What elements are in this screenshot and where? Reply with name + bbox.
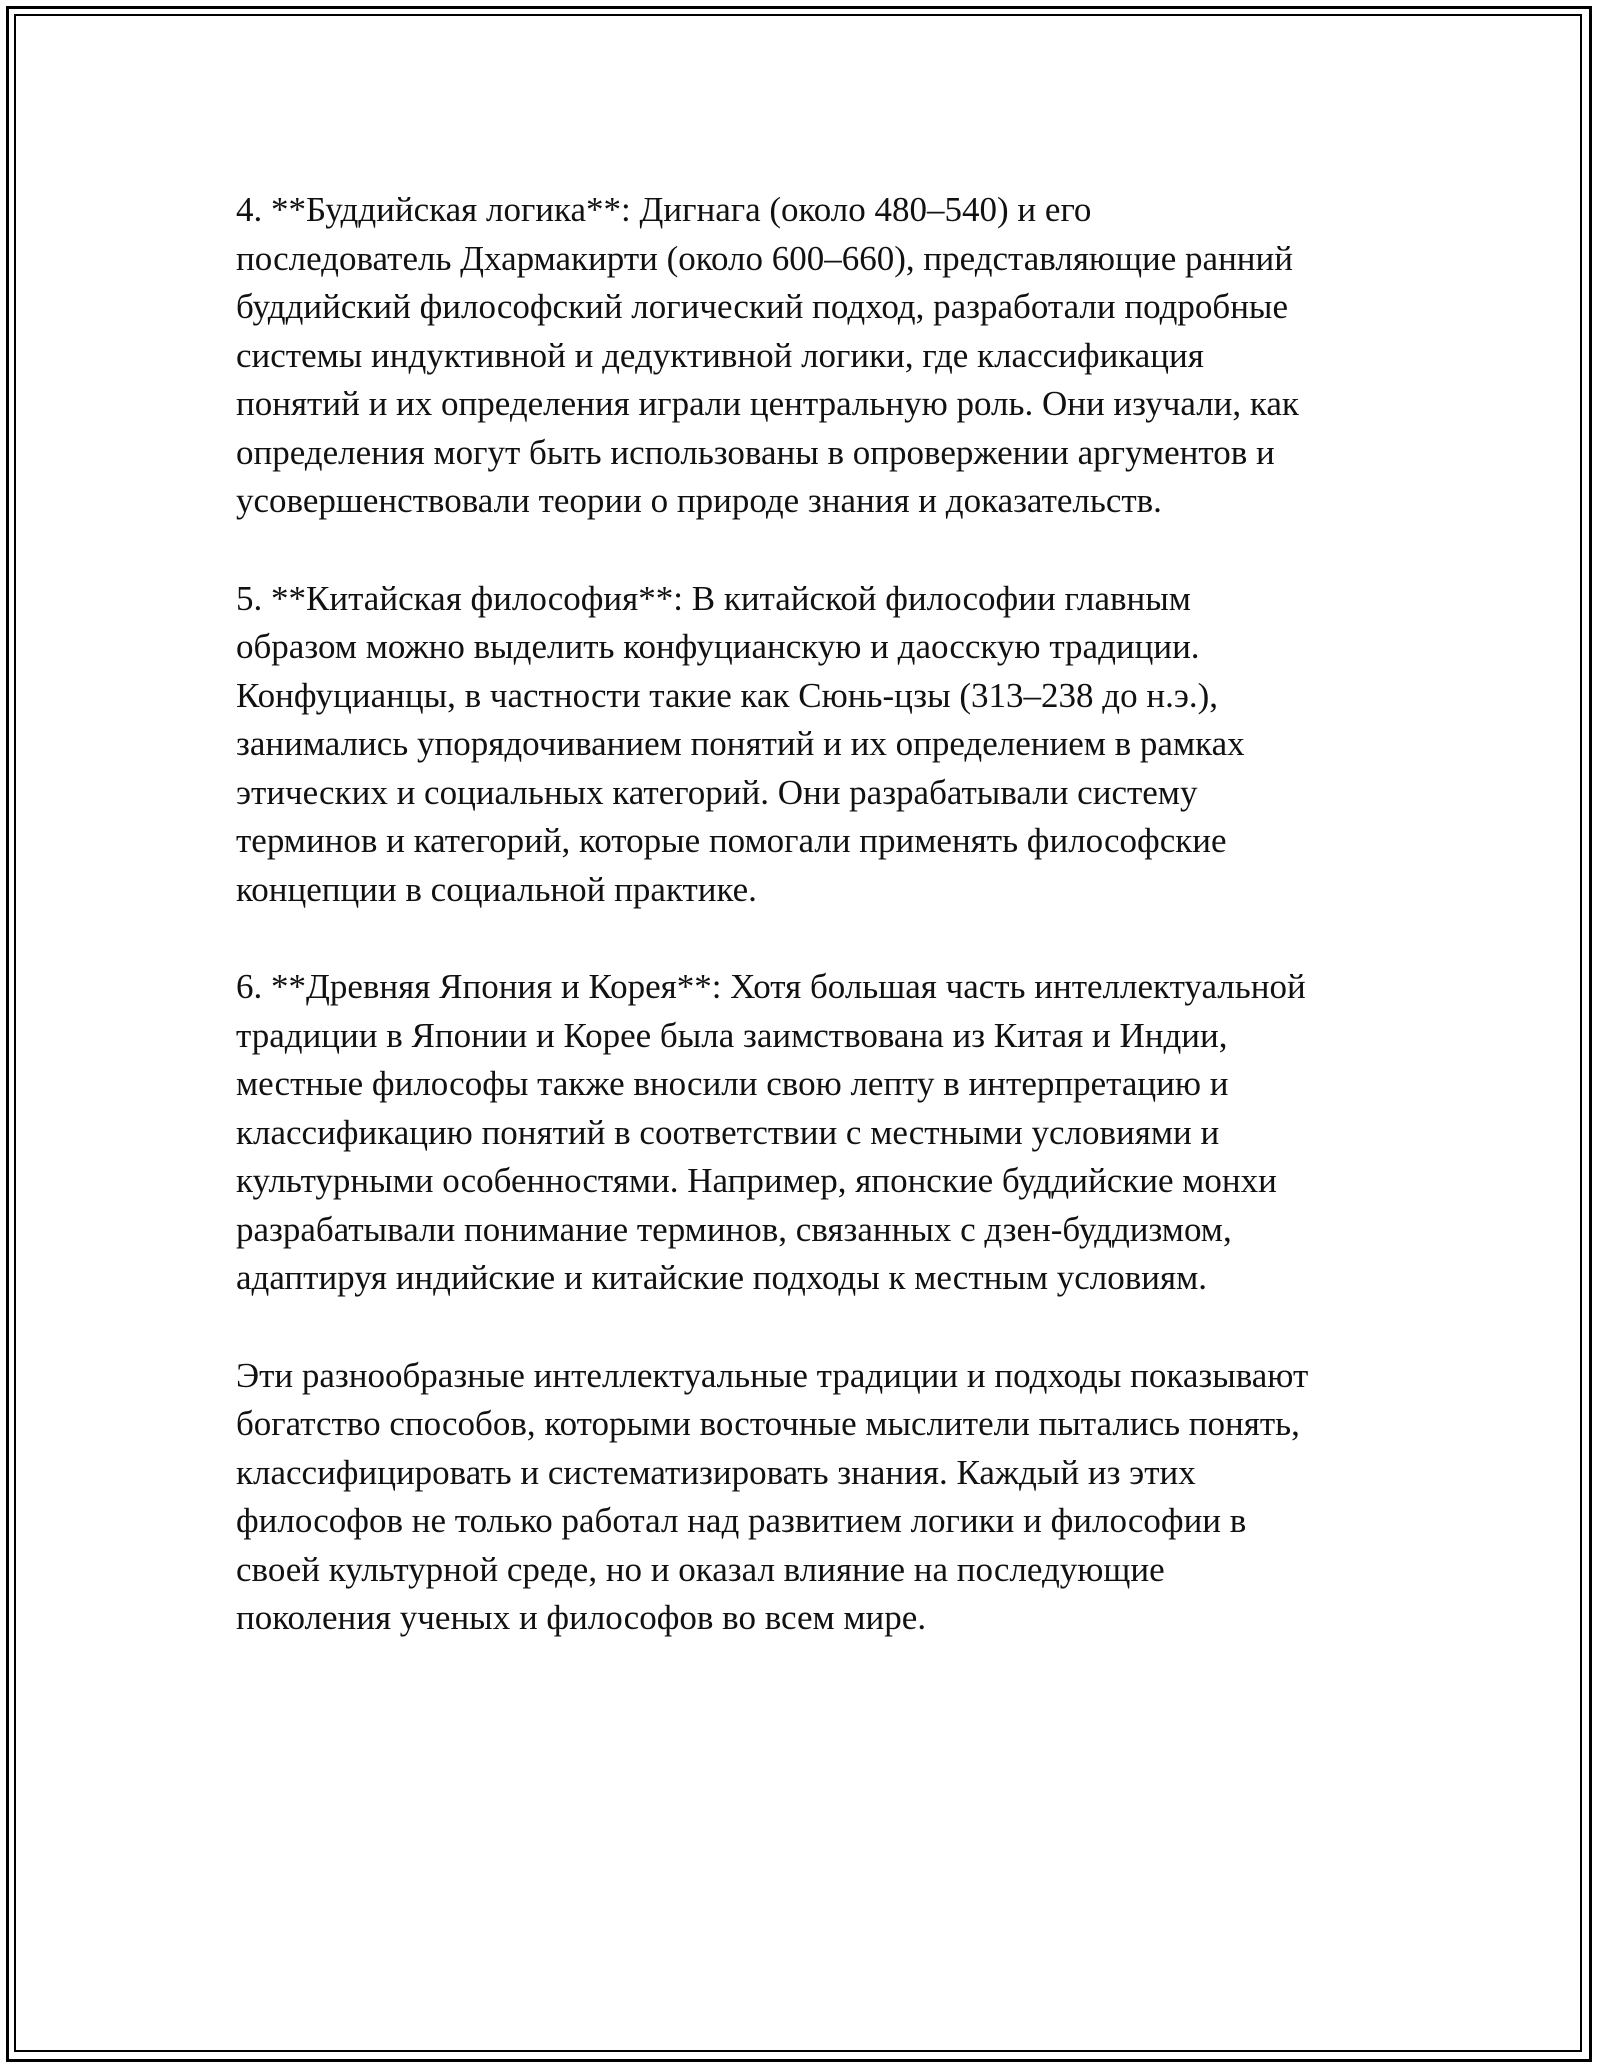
- text-line: философов не только работал над развитием логики и философии в: [236, 1501, 1247, 1540]
- text-line: своей культурной среде, но и оказал влияние на последующие: [236, 1549, 1165, 1589]
- document-body: [236, 186, 1396, 1692]
- text-line: традиции в Японии и Корее была заимствована из Китая и Индии,: [236, 1015, 1228, 1055]
- text-line: 5. **Китайская философия**: В китайской философии главным: [236, 578, 1191, 618]
- paragraph-chinese-philosophy: [236, 575, 1396, 915]
- text-line: разрабатывали понимание терминов, связанных с дзен-буддизмом,: [236, 1209, 1232, 1249]
- text-line: Конфуцианцы, в частности такие как Сюнь-цзы (313–238 до н.э.),: [236, 675, 1219, 715]
- text-line: образом можно выделить конфуцианскую и даосскую традиции.: [236, 627, 1200, 666]
- text-line: 6. **Древняя Япония и Корея**: Хотя большая часть интеллектуальной: [236, 967, 1306, 1006]
- text-line: этических и социальных категорий. Они разрабатывали систему: [236, 772, 1198, 812]
- text-line: занимались упорядочиванием понятий и их определением в рамках: [236, 724, 1245, 763]
- text-line: 4. **Буддийская логика**: Дигнага (около 480–540) и его: [236, 190, 1092, 229]
- text-line: классификацию понятий в соответствии с местными условиями и: [236, 1112, 1220, 1152]
- paragraph-japan-korea: [236, 963, 1396, 1303]
- text-line: концепции в социальной практике.: [236, 869, 757, 909]
- text-line: понятий и их определения играли центральную роль. Они изучали, как: [236, 384, 1299, 423]
- text-line: системы индуктивной и дедуктивной логики, где классификация: [236, 335, 1204, 375]
- text-line: адаптируя индийские и китайские подходы к местным условиям.: [236, 1258, 1208, 1297]
- text-line: богатство способов, которыми восточные мыслители пытались понять,: [236, 1404, 1300, 1443]
- text-line: усовершенствовали теории о природе знания и доказательств.: [236, 481, 1162, 520]
- text-line: культурными особенностями. Например, японские буддийские монхи: [236, 1161, 1277, 1200]
- text-line: классифицировать и систематизировать знания. Каждый из этих: [236, 1452, 1196, 1492]
- text-line: Эти разнообразные интеллектуальные традиции и подходы показывают: [236, 1355, 1309, 1395]
- text-line: определения могут быть использованы в опровержении аргументов и: [236, 432, 1275, 472]
- paragraph-conclusion: [236, 1352, 1396, 1643]
- text-line: буддийский философский логический подход, разработали подробные: [236, 287, 1288, 326]
- text-line: поколения ученых и философов во всем мире.: [236, 1598, 927, 1637]
- text-line: местные философы также вносили свою лепту в интерпретацию и: [236, 1064, 1229, 1103]
- text-line: последователь Дхармакирти (около 600–660), представляющие ранний: [236, 238, 1293, 278]
- paragraph-buddhist-logic: [236, 186, 1396, 526]
- text-line: терминов и категорий, которые помогали применять философские: [236, 821, 1227, 860]
